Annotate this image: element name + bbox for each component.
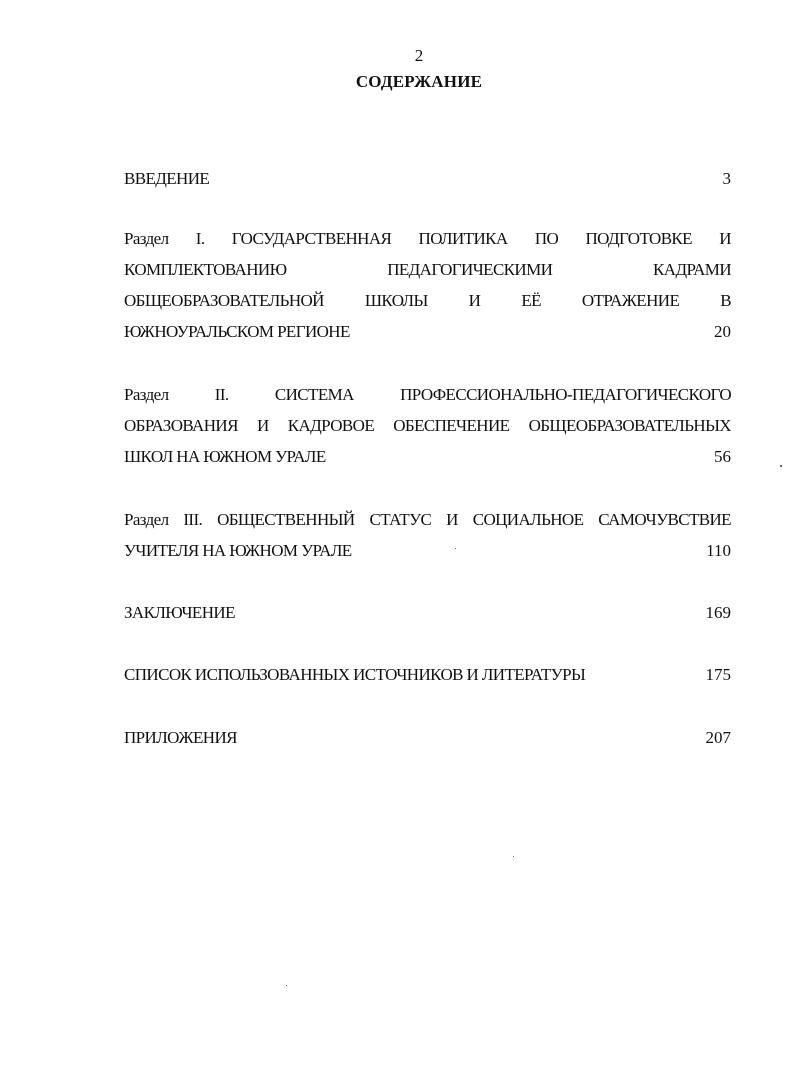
toc-entry-section-2[interactable]: [124, 379, 731, 472]
toc-entry-line: [124, 504, 731, 535]
word: ШКОЛЫ: [364, 291, 428, 310]
word: И: [446, 510, 458, 529]
scan-speck: [513, 856, 514, 857]
scan-speck: [286, 985, 287, 986]
toc-page-number: 175: [705, 665, 731, 684]
toc-entry-line: [124, 441, 731, 472]
toc-entry-label: СПИСОК ИСПОЛЬЗОВАННЫХ ИСТОЧНИКОВ И ЛИТЕРАТУРЫ: [124, 665, 586, 684]
word: ОБЕСПЕЧЕНИЕ: [393, 416, 510, 435]
word: ОБЩЕОБРАЗОВАТЕЛЬНЫХ: [528, 416, 731, 435]
toc-page-number: 20: [714, 322, 731, 341]
word: ОБЩЕОБРАЗОВАТЕЛЬНОЙ: [124, 291, 324, 310]
word: ПЕДАГОГИЧЕСКИМИ: [387, 260, 553, 279]
word: САМОЧУВСТВИЕ: [598, 510, 731, 529]
toc-page-number: 3: [722, 169, 731, 188]
page-title: СОДЕРЖАНИЕ: [355, 72, 483, 91]
word: II.: [214, 385, 229, 404]
scan-speck: [455, 548, 456, 549]
word: КАДРАМИ: [653, 260, 731, 279]
toc-entry-sources[interactable]: [124, 659, 731, 690]
toc-entry-appendices[interactable]: [124, 722, 731, 753]
word: ГОСУДАРСТВЕННАЯ: [231, 229, 392, 248]
toc-entry-section-3[interactable]: [124, 504, 731, 566]
word: ПОЛИТИКА: [418, 229, 508, 248]
word: ЕЁ: [521, 291, 541, 310]
toc-entry-label: ВВЕДЕНИЕ: [124, 169, 210, 188]
toc-entry-line: [124, 254, 731, 285]
word: ПРОФЕССИОНАЛЬНО-ПЕДАГОГИЧЕСКОГО: [400, 385, 731, 404]
toc-entry-line: [124, 316, 731, 347]
toc-page-number: 207: [705, 728, 731, 747]
toc-entry-line: [124, 223, 731, 254]
toc-entry-line: [124, 285, 731, 316]
word: Раздел: [124, 510, 169, 529]
word: И: [256, 416, 269, 435]
toc-entry-label: ШКОЛ НА ЮЖНОМ УРАЛЕ: [124, 447, 326, 466]
word: КОМПЛЕКТОВАНИЮ: [124, 260, 287, 279]
word: ОТРАЖЕНИЕ: [581, 291, 680, 310]
word: СТАТУС: [369, 510, 432, 529]
scan-speck: [780, 465, 782, 467]
toc-entry-conclusion[interactable]: [124, 597, 731, 628]
toc-page-number: 169: [705, 603, 731, 622]
word: СОЦИАЛЬНОЕ: [472, 510, 584, 529]
toc-entry-line: [124, 410, 731, 441]
word: КАДРОВОЕ: [287, 416, 375, 435]
word: ОБЩЕСТВЕННЫЙ: [217, 510, 355, 529]
word: И: [719, 229, 731, 248]
toc-entry-intro[interactable]: [124, 163, 731, 194]
word: В: [720, 291, 731, 310]
word: СИСТЕМА: [274, 385, 354, 404]
toc-entry-line: [124, 535, 731, 566]
word: I.: [195, 229, 205, 248]
word: Раздел: [124, 229, 169, 248]
toc-entry-label: ЗАКЛЮЧЕНИЕ: [124, 603, 235, 622]
toc-entry-section-1[interactable]: [124, 223, 731, 347]
word: ОБРАЗОВАНИЯ: [124, 416, 238, 435]
toc-entry-label: ЮЖНОУРАЛЬСКОМ РЕГИОНЕ: [124, 322, 350, 341]
toc-page-number: 56: [714, 447, 731, 466]
toc-entry-label: ПРИЛОЖЕНИЯ: [124, 728, 237, 747]
toc-page-number: 110: [706, 541, 731, 560]
page-number: 2: [414, 46, 424, 65]
word: III.: [183, 510, 203, 529]
word: И: [468, 291, 481, 310]
toc-entry-label: УЧИТЕЛЯ НА ЮЖНОМ УРАЛЕ: [124, 541, 352, 560]
word: ПО: [534, 229, 559, 248]
word: ПОДГОТОВКЕ: [585, 229, 692, 248]
word: Раздел: [124, 385, 169, 404]
toc-entry-line: [124, 379, 731, 410]
